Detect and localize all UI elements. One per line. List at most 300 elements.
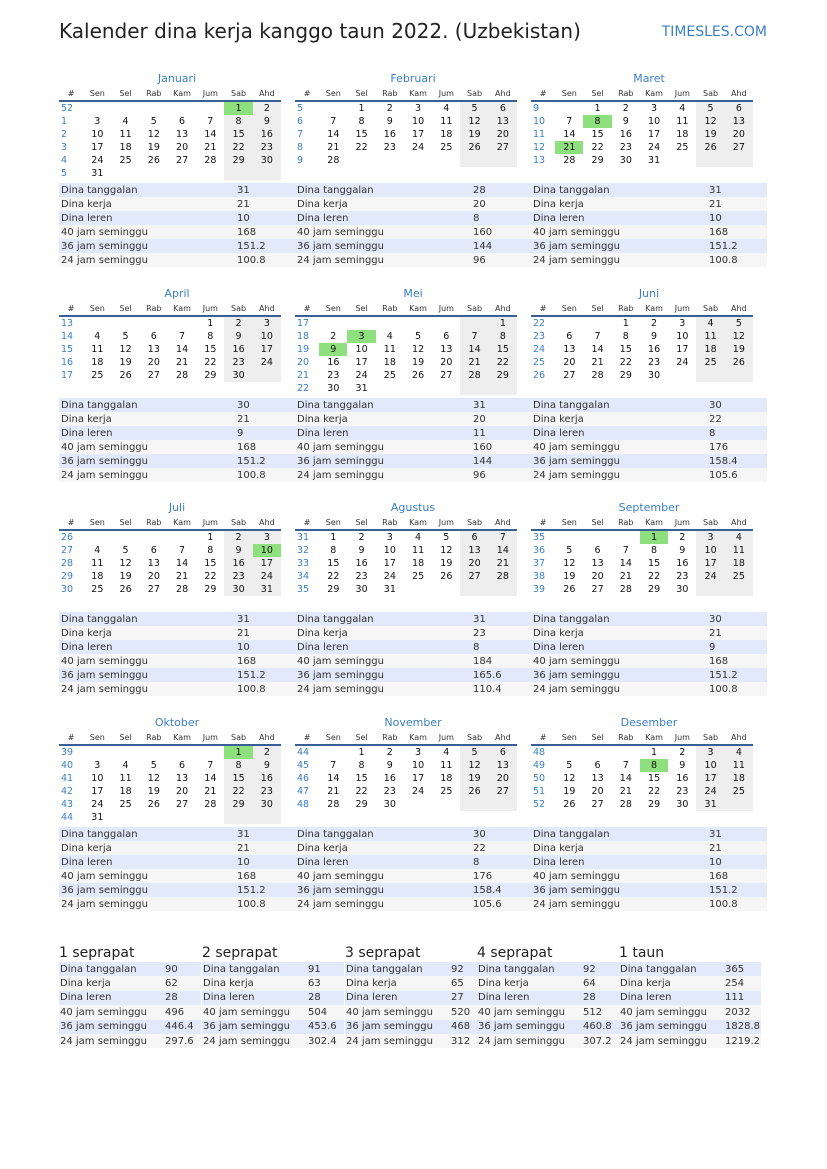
day-cell: 10 [91, 129, 104, 140]
day-cell: 16 [383, 773, 396, 784]
stat-label: 40 jam seminggu [477, 1005, 582, 1019]
weekday-label: Sen [83, 731, 111, 745]
stat-value: 365 [724, 962, 761, 976]
stat-value: 160 [473, 440, 531, 454]
stat-value: 21 [709, 626, 767, 640]
stat-row [345, 962, 487, 976]
stat-row [59, 211, 295, 225]
week-row [59, 583, 281, 596]
quarter-block [59, 944, 201, 1048]
weekday-header [531, 302, 753, 316]
stat-label: 24 jam seminggu [531, 897, 709, 911]
week-number: 19 [297, 344, 310, 355]
stat-value: 151.2 [237, 883, 295, 897]
weekday-header [531, 87, 753, 101]
day-cell: 27 [591, 799, 604, 810]
week-row [59, 745, 281, 759]
day-cell: 10 [253, 544, 281, 557]
stat-label: Dina tanggalan [59, 962, 164, 976]
weekday-label: Kam [404, 302, 432, 316]
day-cell: 18 [440, 129, 453, 140]
stat-label: 24 jam seminggu [59, 897, 237, 911]
day-cell: 21 [460, 356, 488, 369]
weekday-label: Sel [347, 302, 375, 316]
stat-value: 297.6 [164, 1034, 201, 1048]
week-row [295, 530, 517, 544]
weekday-label: Sab [696, 87, 724, 101]
stat-label: Dina leren [59, 211, 237, 225]
weekday-header [59, 302, 281, 316]
stat-value: 10 [237, 855, 295, 869]
stat-row [295, 897, 531, 911]
stat-row [531, 640, 767, 654]
stat-label: 36 jam seminggu [59, 454, 237, 468]
day-cell: 16 [383, 129, 396, 140]
week-number: 17 [61, 370, 74, 381]
day-cell [583, 745, 611, 759]
day-cell: 14 [176, 558, 189, 569]
day-cell [111, 167, 139, 180]
weekday-label: Kam [168, 302, 196, 316]
day-cell: 4 [386, 331, 393, 342]
weekday-label: Sel [347, 87, 375, 101]
day-cell: 15 [648, 773, 661, 784]
stat-row [59, 827, 295, 841]
day-cell: 12 [119, 558, 132, 569]
stat-row [295, 682, 531, 696]
stat-row [295, 253, 531, 267]
stat-label: Dina tanggalan [345, 962, 450, 976]
week-number: 15 [61, 344, 74, 355]
day-cell [196, 745, 224, 759]
day-cell: 21 [619, 786, 632, 797]
week-number: 52 [61, 103, 74, 114]
stat-label: 40 jam seminggu [531, 225, 709, 239]
week-number: 5 [297, 103, 304, 114]
week-row [531, 785, 753, 798]
day-cell: 1 [207, 532, 214, 543]
day-cell: 27 [460, 570, 488, 583]
stat-row [531, 412, 767, 426]
day-cell: 10 [355, 344, 368, 355]
stat-label: Dina kerja [59, 626, 237, 640]
day-cell: 4 [94, 545, 101, 556]
month-stats [531, 612, 767, 696]
day-cell: 6 [179, 760, 186, 771]
week-number: 9 [533, 103, 540, 114]
day-cell: 7 [594, 331, 601, 342]
week-row [531, 356, 753, 369]
day-cell: 28 [204, 155, 217, 166]
weekday-label: # [531, 302, 555, 316]
week-number: 48 [533, 747, 546, 758]
month-stats [59, 612, 295, 696]
day-cell: 18 [119, 786, 132, 797]
stat-value: 20 [473, 412, 531, 426]
stat-label: Dina tanggalan [202, 962, 307, 976]
week-row [59, 343, 281, 356]
stat-label: 40 jam seminggu [59, 1005, 164, 1019]
stat-label: Dina leren [59, 991, 164, 1005]
stat-label: Dina leren [295, 426, 473, 440]
weekday-header [295, 731, 517, 745]
weekday-label: Rab [140, 731, 168, 745]
stat-label: Dina kerja [59, 841, 237, 855]
weekday-header [59, 731, 281, 745]
weekday-label: Ahd [725, 302, 753, 316]
stat-value: 158.4 [709, 454, 767, 468]
day-cell: 14 [327, 129, 340, 140]
stat-row [345, 1020, 487, 1034]
week-row [59, 530, 281, 544]
day-cell: 23 [253, 785, 281, 798]
weekday-label: Sab [460, 516, 488, 530]
day-cell [140, 530, 168, 544]
day-cell: 24 [648, 142, 661, 153]
day-cell: 2 [651, 318, 658, 329]
stat-value: 504 [307, 1005, 344, 1019]
day-cell [347, 316, 375, 330]
stat-value: 100.8 [709, 897, 767, 911]
week-number: 45 [297, 760, 310, 771]
week-number: 36 [533, 545, 546, 556]
stat-row [295, 612, 531, 626]
stat-row [531, 855, 767, 869]
stat-label: Dina tanggalan [477, 962, 582, 976]
day-cell: 3 [94, 116, 101, 127]
day-cell: 2 [224, 316, 252, 330]
stat-row [295, 426, 531, 440]
week-row [59, 356, 281, 369]
day-cell: 11 [676, 116, 689, 127]
week-number: 5 [61, 168, 68, 179]
stat-value: 110.4 [473, 682, 531, 696]
month-stats [59, 827, 295, 911]
day-cell: 23 [327, 370, 340, 381]
day-cell: 27 [563, 370, 576, 381]
day-cell: 12 [147, 773, 160, 784]
day-cell: 3 [386, 532, 393, 543]
week-number: 37 [533, 558, 546, 569]
day-cell: 15 [591, 129, 604, 140]
day-cell: 1 [622, 318, 629, 329]
day-cell: 7 [179, 545, 186, 556]
day-cell: 30 [676, 584, 689, 595]
day-cell [347, 154, 375, 167]
day-cell: 7 [207, 760, 214, 771]
day-cell: 22 [619, 357, 632, 368]
stat-label: 36 jam seminggu [295, 668, 473, 682]
stat-label: 36 jam seminggu [202, 1020, 307, 1034]
day-cell: 3 [94, 760, 101, 771]
day-cell: 4 [415, 532, 422, 543]
day-cell: 12 [440, 545, 453, 556]
stat-label: 40 jam seminggu [202, 1005, 307, 1019]
month-stats [295, 183, 531, 267]
day-cell: 31 [355, 383, 368, 394]
day-cell: 25 [91, 370, 104, 381]
stat-value: 20 [473, 197, 531, 211]
month-stats [531, 827, 767, 911]
day-cell: 20 [147, 571, 160, 582]
stat-row [477, 962, 619, 976]
day-cell: 25 [119, 799, 132, 810]
stat-row [295, 239, 531, 253]
week-number: 47 [297, 786, 310, 797]
day-cell: 30 [253, 154, 281, 167]
day-cell: 18 [91, 571, 104, 582]
day-cell: 15 [489, 343, 517, 356]
day-cell: 8 [622, 331, 629, 342]
stat-label: Dina kerja [531, 626, 709, 640]
stat-row [619, 1034, 761, 1048]
stat-label: Dina leren [531, 640, 709, 654]
stat-label: 24 jam seminggu [531, 682, 709, 696]
weekday-label: Rab [612, 302, 640, 316]
day-cell: 11 [91, 344, 104, 355]
day-cell: 25 [440, 142, 453, 153]
day-cell: 27 [176, 799, 189, 810]
day-cell: 6 [594, 760, 601, 771]
weekday-label: # [59, 302, 83, 316]
site-link[interactable]: TIMESLES.COM [661, 24, 767, 40]
day-cell: 16 [253, 772, 281, 785]
day-cell [555, 101, 583, 115]
week-row [295, 759, 517, 772]
day-cell: 22 [648, 786, 661, 797]
stat-value: 165.6 [473, 668, 531, 682]
month-stats [295, 827, 531, 911]
stat-label: Dina kerja [531, 412, 709, 426]
weekday-label: Kam [640, 302, 668, 316]
weekday-label: Rab [140, 87, 168, 101]
weekday-label: Rab [376, 731, 404, 745]
day-cell: 11 [383, 344, 396, 355]
day-cell: 25 [725, 785, 753, 798]
day-cell: 22 [591, 142, 604, 153]
stat-row [295, 668, 531, 682]
week-number: 41 [61, 773, 74, 784]
stat-label: Dina tanggalan [531, 398, 709, 412]
stat-row [619, 976, 761, 990]
stat-label: Dina leren [531, 426, 709, 440]
stat-row [59, 1020, 201, 1034]
day-cell: 23 [676, 786, 689, 797]
day-cell: 13 [591, 773, 604, 784]
day-cell: 9 [319, 343, 347, 356]
stat-row [295, 654, 531, 668]
weekday-label: Jum [432, 87, 460, 101]
week-row [59, 369, 281, 382]
day-cell: 13 [176, 773, 189, 784]
weekday-label: Rab [612, 87, 640, 101]
week-row [531, 343, 753, 356]
week-row [59, 798, 281, 811]
day-cell: 16 [676, 773, 689, 784]
stat-row [531, 454, 767, 468]
stat-label: Dina tanggalan [59, 827, 237, 841]
weekday-label: Ahd [253, 87, 281, 101]
stat-value: 520 [450, 1005, 487, 1019]
weekday-label: Jum [196, 731, 224, 745]
day-cell: 15 [619, 344, 632, 355]
month-name: April [164, 287, 190, 300]
stat-value: 168 [709, 654, 767, 668]
stat-row [295, 468, 531, 482]
stat-value: 21 [237, 626, 295, 640]
day-cell [196, 101, 224, 115]
stat-value: 446.4 [164, 1020, 201, 1034]
stat-value: 312 [450, 1034, 487, 1048]
day-cell: 28 [591, 370, 604, 381]
day-cell: 14 [619, 773, 632, 784]
week-number: 34 [297, 571, 310, 582]
day-cell [140, 167, 168, 180]
stat-row [202, 1020, 344, 1034]
day-cell [460, 798, 488, 811]
day-cell: 11 [696, 330, 724, 343]
day-cell: 16 [676, 558, 689, 569]
stat-label: Dina leren [202, 991, 307, 1005]
day-cell: 19 [147, 142, 160, 153]
stat-label: Dina leren [59, 855, 237, 869]
stat-value: 168 [237, 869, 295, 883]
stat-row [345, 1005, 487, 1019]
weekday-label: Sab [696, 516, 724, 530]
day-cell: 8 [207, 331, 214, 342]
day-cell [319, 101, 347, 115]
stat-row [59, 883, 295, 897]
day-cell: 25 [725, 570, 753, 583]
stat-label: Dina tanggalan [295, 183, 473, 197]
day-cell: 4 [725, 745, 753, 759]
day-cell: 17 [383, 558, 396, 569]
weekday-label: Rab [376, 516, 404, 530]
day-cell: 30 [676, 799, 689, 810]
stat-row [295, 841, 531, 855]
month-stats [531, 398, 767, 482]
day-cell: 8 [330, 545, 337, 556]
day-cell: 20 [725, 128, 753, 141]
day-cell: 31 [696, 798, 724, 811]
day-cell: 21 [327, 142, 340, 153]
day-cell [432, 316, 460, 330]
weekday-label: # [531, 516, 555, 530]
weekday-label: Kam [404, 87, 432, 101]
day-cell: 17 [696, 557, 724, 570]
day-cell: 13 [725, 115, 753, 128]
week-row [295, 154, 517, 167]
stat-label: Dina kerja [295, 626, 473, 640]
stat-label: Dina kerja [295, 841, 473, 855]
week-number: 14 [61, 331, 74, 342]
stat-value: 168 [709, 225, 767, 239]
day-cell [489, 583, 517, 596]
day-cell: 20 [489, 772, 517, 785]
stat-label: Dina leren [59, 640, 237, 654]
day-cell: 5 [122, 331, 129, 342]
day-cell: 12 [147, 129, 160, 140]
month-calendar [531, 731, 753, 811]
week-row [59, 557, 281, 570]
stat-label: 40 jam seminggu [59, 225, 237, 239]
day-cell: 4 [94, 331, 101, 342]
day-cell [668, 154, 696, 167]
weekday-label: Sab [460, 302, 488, 316]
weekday-label: Sab [696, 302, 724, 316]
day-cell [696, 154, 724, 167]
stat-label: Dina leren [295, 855, 473, 869]
stat-label: 24 jam seminggu [619, 1034, 724, 1048]
day-cell: 16 [648, 344, 661, 355]
day-cell: 16 [327, 357, 340, 368]
stat-value: 11 [473, 426, 531, 440]
week-number: 24 [533, 344, 546, 355]
day-cell: 18 [725, 772, 753, 785]
weekday-label: Sab [696, 731, 724, 745]
day-cell: 2 [679, 532, 686, 543]
quarter-stats [477, 962, 619, 1048]
day-cell: 3 [415, 103, 422, 114]
day-cell [83, 530, 111, 544]
day-cell: 2 [330, 331, 337, 342]
week-row [295, 557, 517, 570]
day-cell: 13 [147, 344, 160, 355]
weekday-label: Jum [668, 87, 696, 101]
day-cell: 2 [224, 530, 252, 544]
day-cell [404, 798, 432, 811]
stat-value: 10 [237, 211, 295, 225]
week-number: 4 [61, 155, 68, 166]
day-cell: 10 [383, 545, 396, 556]
day-cell: 25 [91, 584, 104, 595]
stat-row [59, 440, 295, 454]
week-row [531, 128, 753, 141]
stat-row [531, 668, 767, 682]
stat-label: 40 jam seminggu [295, 869, 473, 883]
stat-row [531, 183, 767, 197]
stat-label: Dina leren [345, 991, 450, 1005]
day-cell [555, 745, 583, 759]
quarter-name: 1 seprapat [59, 945, 135, 961]
stat-value: 91 [307, 962, 344, 976]
day-cell: 1 [224, 745, 252, 759]
stat-row [531, 253, 767, 267]
stat-value: 144 [473, 454, 531, 468]
day-cell [725, 369, 753, 382]
stat-row [295, 197, 531, 211]
stat-label: 24 jam seminggu [295, 897, 473, 911]
stat-row [477, 1034, 619, 1048]
stat-row [59, 183, 295, 197]
weekday-label: # [531, 731, 555, 745]
day-cell [168, 101, 196, 115]
stat-label: 36 jam seminggu [59, 1020, 164, 1034]
day-cell: 17 [91, 142, 104, 153]
stat-row [59, 855, 295, 869]
weekday-label: Rab [376, 87, 404, 101]
day-cell: 7 [489, 530, 517, 544]
day-cell: 26 [696, 141, 724, 154]
stat-row [59, 991, 201, 1005]
week-row [531, 557, 753, 570]
week-row [59, 759, 281, 772]
stat-value: 8 [473, 640, 531, 654]
day-cell: 8 [358, 760, 365, 771]
day-cell: 1 [594, 103, 601, 114]
stat-value: 31 [237, 827, 295, 841]
day-cell [168, 745, 196, 759]
